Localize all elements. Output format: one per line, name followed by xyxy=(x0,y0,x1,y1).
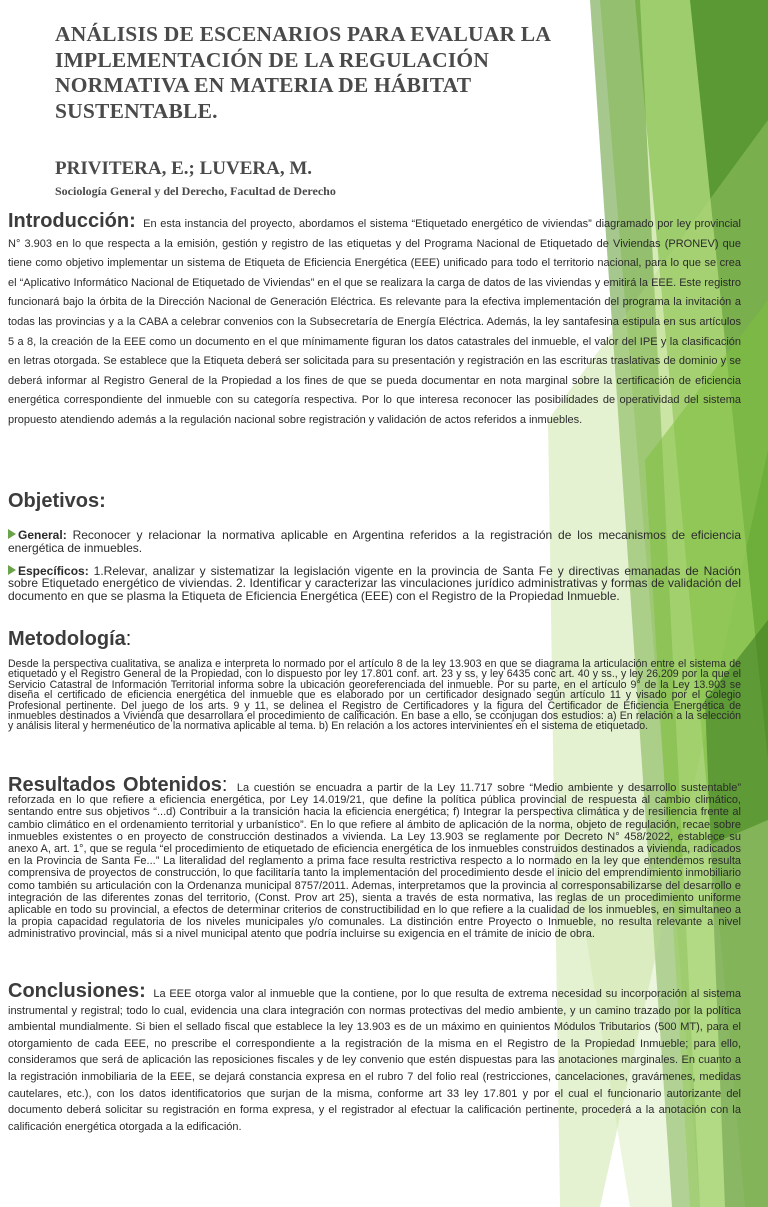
objetivo-especificos xyxy=(8,565,741,603)
arrow-bullet-icon xyxy=(8,565,16,575)
especificos-label: Específicos: xyxy=(18,563,89,578)
resultados-section xyxy=(8,774,741,941)
resultados-text: La cuestión se encuadra a partir de la Ley 11.717 sobre “Medio ambiente y desarrollo sustentable” reforzada en lo que refiere a eficiencia energética, por Ley 14.019/21, que define la política pública provincial de respuesta al cambio climático, sentando entre sus objetivos “...d) Contribuir a la transición hacia la eficiencia energética; f) Integrar la perspectiva climática y de resiliencia frente al cambio climático en el ordenamiento territorial y urbanístico”. En lo que refiere al ámbito de aplicación de la norma, objeto de regulación, recae sobre inmuebles existentes o en proyecto de construcción destinados a vivienda. La Ley 13.903 se reglamente por Decreto N° 458/2022, establece su anexo A, art. 1°, que se regula “el procedimiento de etiquetado de eficiencia energética de los inmuebles construidos destinados a vivienda, radicados en la Provincia de Santa Fe...” La literalidad del reglamento a prima face resulta restrictiva respecto a lo normado en la ley que entendemos resulta comprensiva de proyectos de construcción, lo que facilitaría tanto la implementación del procedimiento desde el inicio del emprendimiento inmobiliario como también su articulación con la Ordenanza municipal 8757/2011. Ademas, interpretamos que la provincia al corresponsabilizarse del desarrollo e integración de las diferentes zonas del territorio, (Const. Prov art 25), sienta a través de esta normativa, las reglas de un procedimiento uniforme aplicable en todo su provincial, a efectos de determinar criterios de constructibilidad en lo que refiere a la cualidad de los inmuebles, en simultaneo a la propia capacidad regulatoria de los niveles municipales y/o comunales. La distinción entre Proyecto o Inmueble, no resulta relevante a nivel administrativo provincial, más si a nivel municipal atento que podría incluirse su exigencia en el trámite de inicio de obra. xyxy=(8,782,741,941)
objetivo-general xyxy=(8,529,741,555)
metodologia-colon: : xyxy=(125,628,132,650)
metodologia-heading: Metodología xyxy=(8,628,126,650)
introduccion-section xyxy=(8,212,741,431)
conclusiones-section xyxy=(8,980,742,1135)
resultados-colon: : xyxy=(221,774,228,796)
authors: PRIVITERA, E.; LUVERA, M. xyxy=(55,158,313,179)
arrow-bullet-icon xyxy=(8,529,16,539)
conclusiones-heading: Conclusiones: xyxy=(8,980,146,1002)
general-label: General: xyxy=(18,528,67,542)
general-text: Reconocer y relacionar la normativa aplicable en Argentina referidos a la registración de los mecanismos de eficiencia energética de inmuebles. xyxy=(8,528,741,555)
poster-title: ANÁLISIS DE ESCENARIOS PARA EVALUAR LA IMPLEMENTACIÓN DE LA REGULACIÓN NORMATIVA EN MATERIA DE HÁBITAT SUSTENTABLE. xyxy=(55,22,550,123)
introduccion-text: En esta instancia del proyecto, abordamos el sistema “Etiquetado energético de viviendas” diagramado por ley provincial N° 3.903 en lo que respecta a la emisión, gestión y registro de las etiquetas y del Programa Nacional de Etiquetado de Viviendas (PRONEV) que tiene como objetivo implementar un sistema de Etiqueta de Eficiencia Energética (EEE) unificado para todo el territorio nacional, para lo que se crea el “Aplicativo Informático Nacional de Etiquetado de Viviendas” en el que se realizara la carga de datos de las viviendas y emitirá la EEE. Este registro funcionará bajo la órbita de la Dirección Nacional de Generación Eléctrica. Es relevante para la efectiva implementación del programa la invitación a todas las provincias y a la CABA a celebrar convenios con la Subsecretaría de Energía Eléctrica. Además, la ley santafesina estipula en sus artículos 5 a 8, la creación de la EEE como un documento en el que mínimamente figuran los datos catastrales del inmueble, el valor del IPE y la clasificación en letras otorgada. Se establece que la Etiqueta deberá ser solicitada para su presentación y registración en las escrituras traslativas de dominio y se deberá informar al Registro General de la Propiedad a los fines de que se pueda documentar en nota marginal sobre la certificación de eficiencia energética correspondiente del inmueble con su categoría respectiva. Por lo que interesa reconocer las posibilidades de operatividad del sistema propuesto atendiendo además a la regulación nacional sobre registración y validación de actos referidos a inmuebles. xyxy=(8,218,741,426)
especificos-text: 1.Relevar, analizar y sistematizar la legislación vigente en la provincia de Santa Fe y directivas emanadas de Nación sobre Etiquetado energético de viviendas. 2. Identificar y caracterizar las vinculaciones jurídico administrativas y formas de validación del documento en que se plasma la Etiqueta de Eficiencia Energética (EEE) con el Registro de la Propiedad Inmueble. xyxy=(8,563,741,604)
metodologia-section xyxy=(8,628,741,732)
resultados-heading: Resultados Obtenidos xyxy=(8,774,222,796)
metodologia-heading-row xyxy=(8,628,741,651)
conclusiones-text: La EEE otorga valor al inmueble que la contiene, por lo que resulta de extrema necesidad su incorporación al sistema instrumental y registral; todo lo cual, evidencia una clara integración con normas protectivas del medio ambiente, y un camino trazado por la política ambiental mundialmente. Si bien el sellado fiscal que establece la ley 13.903 es de un máximo en quinientos Módulos Tributarios (500 MT), para el otorgamiento de cada EEE, no prescribe el correspondiente a la registración de la misma en el Registro de la Propiedad Inmueble; para ello, consideramos que será de aplicación las reposiciones fiscales y de ley convenio que estén dispuestas para las anotaciones marginales. En cuanto a la registración inmobiliaria de la EEE, se dejará constancia expresa en el rubro 7 del folio real (restricciones, cancelaciones, gravámenes, medidas cautelares, etc.), con los datos identificatorios que surjan de la misma, conforme art 33 ley 17.801 y por el cual el funcionario autorizante del documento deberá solicitar su registración en forma expresa, y el registrador al efectuar la calificación pertinente, procederá a la anotación con la calificación energética otorgada a la edificación. xyxy=(8,988,742,1133)
affiliation: Sociología General y del Derecho, Facultad de Derecho xyxy=(55,184,336,198)
heading-colon: : xyxy=(129,210,136,232)
introduccion-heading: Introducción xyxy=(8,210,130,232)
objetivos-heading: Objetivos: xyxy=(8,490,106,512)
metodologia-text: Desde la perspectiva cualitativa, se analiza e interpreta lo normado por el artículo 8 de la ley 13.903 en que se diagrama la articulación entre el sistema de etiquetado y el Registro General de la Propiedad, con lo dispuesto por ley 17.801 conf. art. 23 y ss, y ley 6435 conc art. 40 y ss., y ley 26.209 por la que el Servicio Catastral de Información Territorial informa sobre la ubicación georeferenciada del inmueble. Por su parte, en el artículo 9° de la Ley 13.903 se diseña el certificado de eficiencia energética del inmueble que es elaborado por un certificador designado según artículo 11 y visado por el Colegio Profesional pertinente. Del juego de los arts. 9 y 11, se delinea el Registro de Certificadores y la figura del Certificador de Eficiencia Energética de inmuebles destinados a Vivienda que desarrollara el procedimiento de calificación. En base a ello, se cconjugan dos estudios: a) En relación a la selección y análisis literal y hermenéutico de la normativa aplicable al tema. b) En relación a los actores intervinientes en el sistema de etiquetado. xyxy=(8,658,741,733)
objetivos-section xyxy=(8,490,741,613)
